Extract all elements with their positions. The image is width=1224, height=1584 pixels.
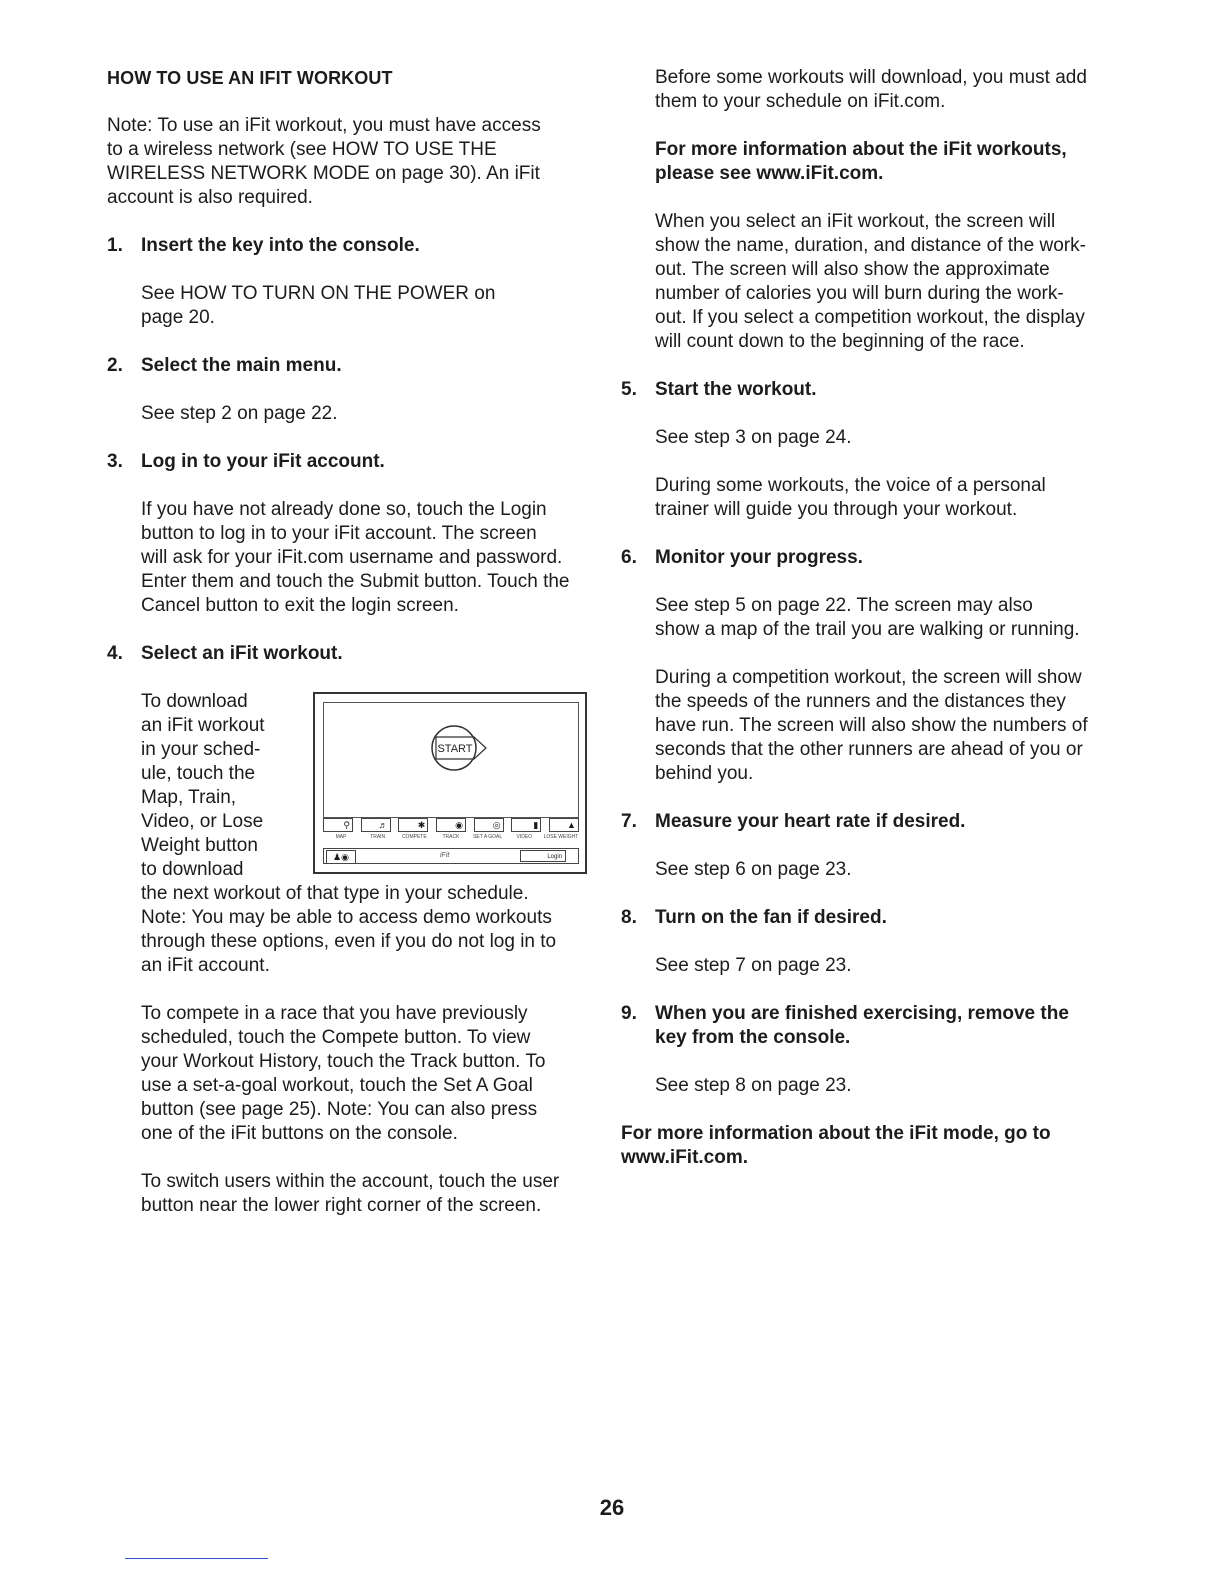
step-4-figure-block [141,690,597,1218]
console-display-area [323,702,579,818]
step-6-title: 6. Monitor your progress. [621,547,863,568]
step-4-title: 4. Select an iFit workout. [107,643,343,664]
closing-paragraph: For more information about the iFit mode, go to www.iFit.com. [621,1123,1051,1168]
track-icon: ◉ [436,818,466,832]
left-column [107,66,597,1242]
step-1-body: See HOW TO TURN ON THE POWER on page 20. [141,283,496,328]
right-column [621,66,1121,1194]
step-8-title: 8. Turn on the fan if desired. [621,907,887,928]
step-3-title: 3. Log in to your iFit account. [107,451,385,472]
step-5-title: 5. Start the workout. [621,379,817,400]
step-6-body: See step 5 on page 22. The screen may also show a map of the trail you are walking or running. [655,595,1080,640]
step-9-title: 9. When you are finished exercising, remove the key from the console. [621,1003,1069,1048]
step-7-title: 7. Measure your heart rate if desired. [621,811,966,832]
step-4-wrap-text: To download an iFit workout in your sched- ule, touch the Map, Train, Video, or Lose Weight button to download [141,691,265,880]
info-bold-paragraph: For more information about the iFit workouts, please see www.iFit.com. [655,139,1067,184]
footer-rule [125,1558,268,1559]
ifit-logo: iFit [440,852,450,859]
step-4-compete-paragraph: To compete in a race that you have previously scheduled, touch the Compete button. To view your Workout History, touch the Track button. To use a set-a-goal workout, touch the Set A Goal button (see page 25). Note: You can also press one of the iFit buttons on the console. [141,1003,546,1144]
map-pin-icon: ⚲ [323,818,353,832]
section-heading: HOW TO USE AN IFIT WORKOUT [107,68,393,88]
step-1-title: 1. Insert the key into the console. [107,235,420,256]
step-4-body: the next workout of that type in your schedule. Note: You may be able to access demo workouts through these options, even if you do not log in to an iFit account. [141,883,557,976]
workout-icon-labels: MAP TRAIN COMPETE TRACK SET A GOAL VIDEO LOSE WEIGHT [335,834,579,840]
intro-paragraph: Before some workouts will download, you must add them to your schedule on iFit.com. [655,67,1087,112]
start-button-icon [424,723,494,773]
lose-weight-icon: ▲ [549,818,579,832]
step-5-trainer-paragraph: During some workouts, the voice of a personal trainer will guide you through your workout. [655,475,1046,520]
video-icon: ▮ [511,818,541,832]
compete-icon: ✱ [398,818,428,832]
train-icon: ♬ [361,818,391,832]
step-4-switch-users-paragraph: To switch users within the account, touch the user button near the lower right corner of the screen. [141,1171,560,1216]
step-5-body: See step 3 on page 24. [655,427,852,448]
step-7-body: See step 6 on page 23. [655,859,852,880]
page-number: 26 [599,1495,625,1520]
user-icon: ♟◉ [326,850,356,864]
step-6-competition-paragraph: During a competition workout, the screen will show the speeds of the runners and the distances they have run. The screen will also show the numbers of seconds that the other runners are ahead of you or behind you. [655,667,1088,784]
step-8-body: See step 7 on page 23. [655,955,852,976]
console-bottom-bar [323,848,579,864]
login-button-illustration: Login [520,850,566,862]
console-screen-illustration [313,692,587,874]
select-workout-paragraph: When you select an iFit workout, the screen will show the name, duration, and distance of the work- out. The screen will also show the approximate number of calories you will burn during the work- out. If you select a competition workout, the display will count down to the beginning of the race. [655,211,1086,352]
step-3-body: If you have not already done so, touch the Login button to log in to your iFit account. The screen will ask for your iFit.com username and password. Enter them and touch the Submit button. Touch the Cancel button to exit the login screen. [141,499,570,616]
step-2-title: 2. Select the main menu. [107,355,342,376]
set-goal-icon: ◎ [474,818,504,832]
step-9-body: See step 8 on page 23. [655,1075,852,1096]
note-paragraph: Note: To use an iFit workout, you must have access to a wireless network (see HOW TO USE THE WIRELESS NETWORK MODE on page 30). An iFit account is also required. [107,115,541,208]
step-2-body: See step 2 on page 22. [141,403,338,424]
start-label: START [437,743,473,755]
